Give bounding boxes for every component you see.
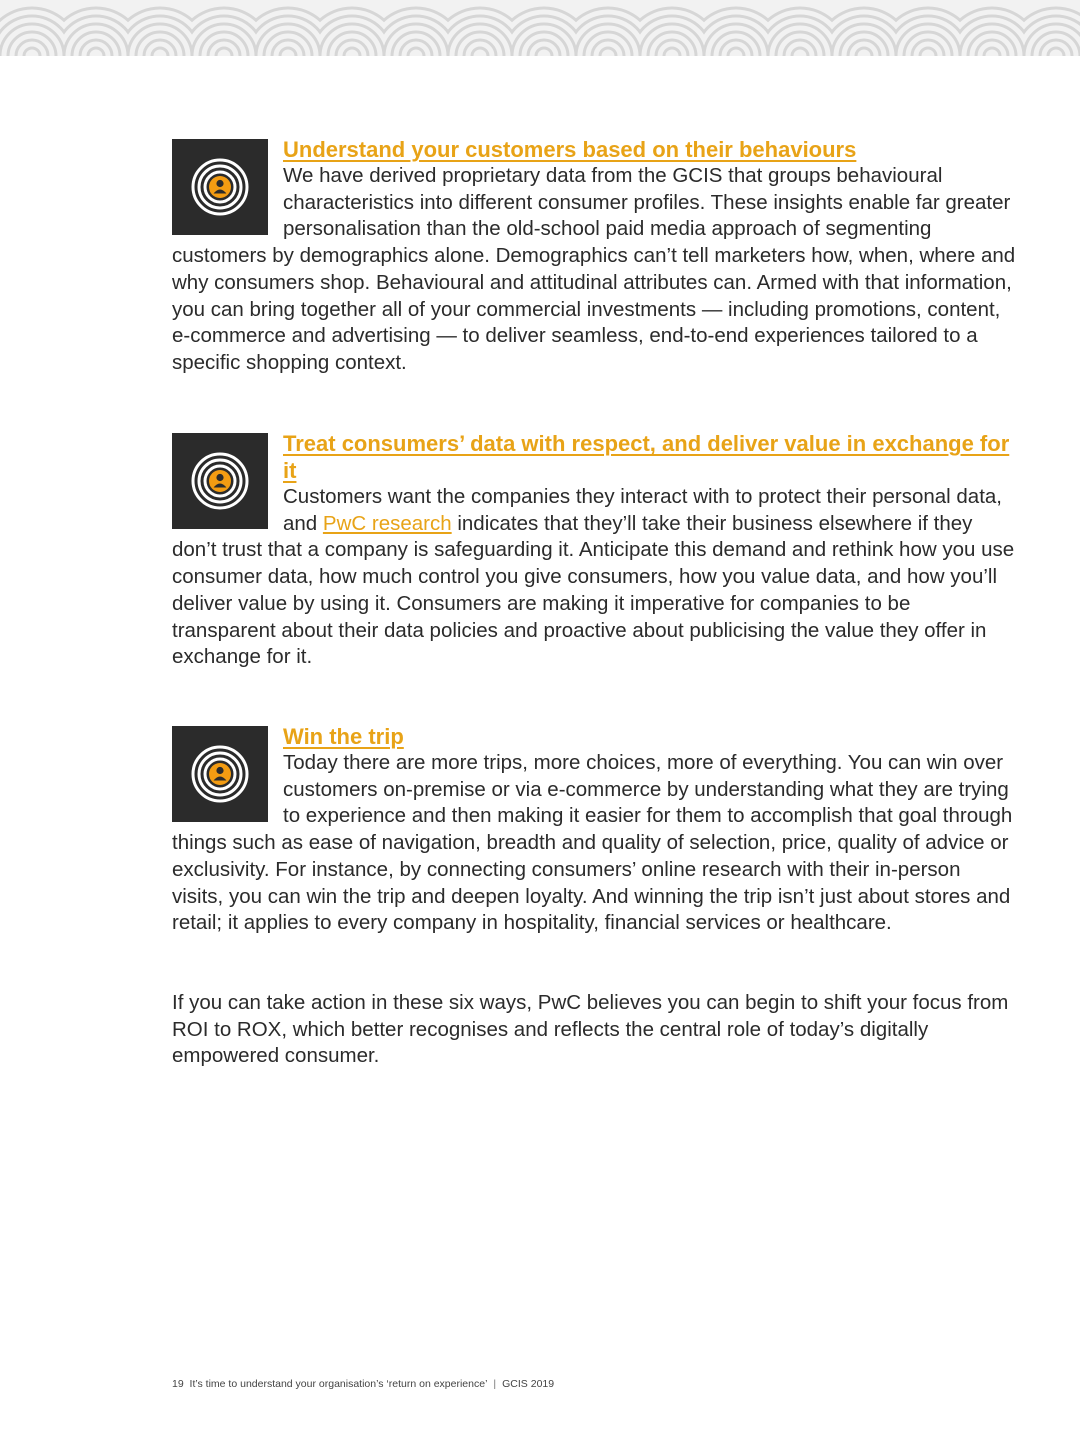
page-footer — [172, 1378, 554, 1390]
section-body-text: We have derived proprietary data from the GCIS that groups behavioural characteristics into different consumer profiles. These insights enable far greater personalisation than the old-school paid media approach of segmenting customers by demographics alone. Demographics can’t tell marketers how, when, where and why consumers shop. Behavioural and attitudinal attributes can. Armed with that information, you can bring together all of your commercial investments — including promotions, content, e-commerce and advertising — to deliver seamless, end-to-end experiences tailored to a specific shopping context. — [172, 164, 1016, 374]
section-heading-link[interactable]: Win the trip — [283, 724, 404, 749]
body-text-after-link: indicates that they’ll take their business elsewhere if they don’t trust that a company is safeguarding it. Anticipate this demand and rethink how you use consumer data, how much control you give consumers, how you value data, and how you’ll deliver value by using it. Consumers are making it imperative for companies to be transparent about their data policies and proactive about publicising the value they offer in exchange for it. — [172, 511, 1015, 669]
section-customer-behaviours — [172, 136, 1017, 377]
pwc-research-link[interactable]: PwC research — [322, 511, 452, 535]
decorative-header-pattern — [0, 0, 1080, 56]
section-data-respect — [172, 430, 1017, 671]
footer-separator: | — [493, 1378, 497, 1390]
section-heading-link[interactable]: Treat consumers’ data with respect, and deliver value in exchange for it — [283, 431, 1010, 483]
section-heading-link[interactable]: Understand your customers based on their behaviours — [283, 137, 857, 162]
customer-target-icon — [172, 433, 268, 529]
footer-publication: GCIS 2019 — [502, 1378, 555, 1390]
body-text-before-link: Customers want the companies they interact with to protect their personal data, and — [283, 485, 1003, 535]
section-body-text — [172, 484, 1017, 671]
customer-target-icon — [172, 726, 268, 822]
customer-target-icon — [172, 139, 268, 235]
section-body-text: Today there are more trips, more choices, more of everything. You can win over customers on-premise or via e-commerce by understanding what they are trying to experience and then making it easier for them to accomplish that goal through things such as ease of navigation, breadth and quality of selection, price, quality of advice or exclusivity. For instance, by connecting consumers’ online research with their in-person visits, you can win the trip and deepen loyalty. And winning the trip isn’t just about stores and retail; it applies to every company in hospitality, financial services or healthcare. — [172, 751, 1013, 935]
section-win-the-trip — [172, 723, 1017, 937]
page-number: 19 — [172, 1378, 184, 1390]
footer-title: It’s time to understand your organisation’s ‘return on experience’ — [189, 1378, 488, 1390]
closing-paragraph: If you can take action in these six ways, PwC believes you can begin to shift your focus from ROI to ROX, which better recognises and reflects the central role of today’s digitally empowered consumer. — [172, 991, 1009, 1068]
